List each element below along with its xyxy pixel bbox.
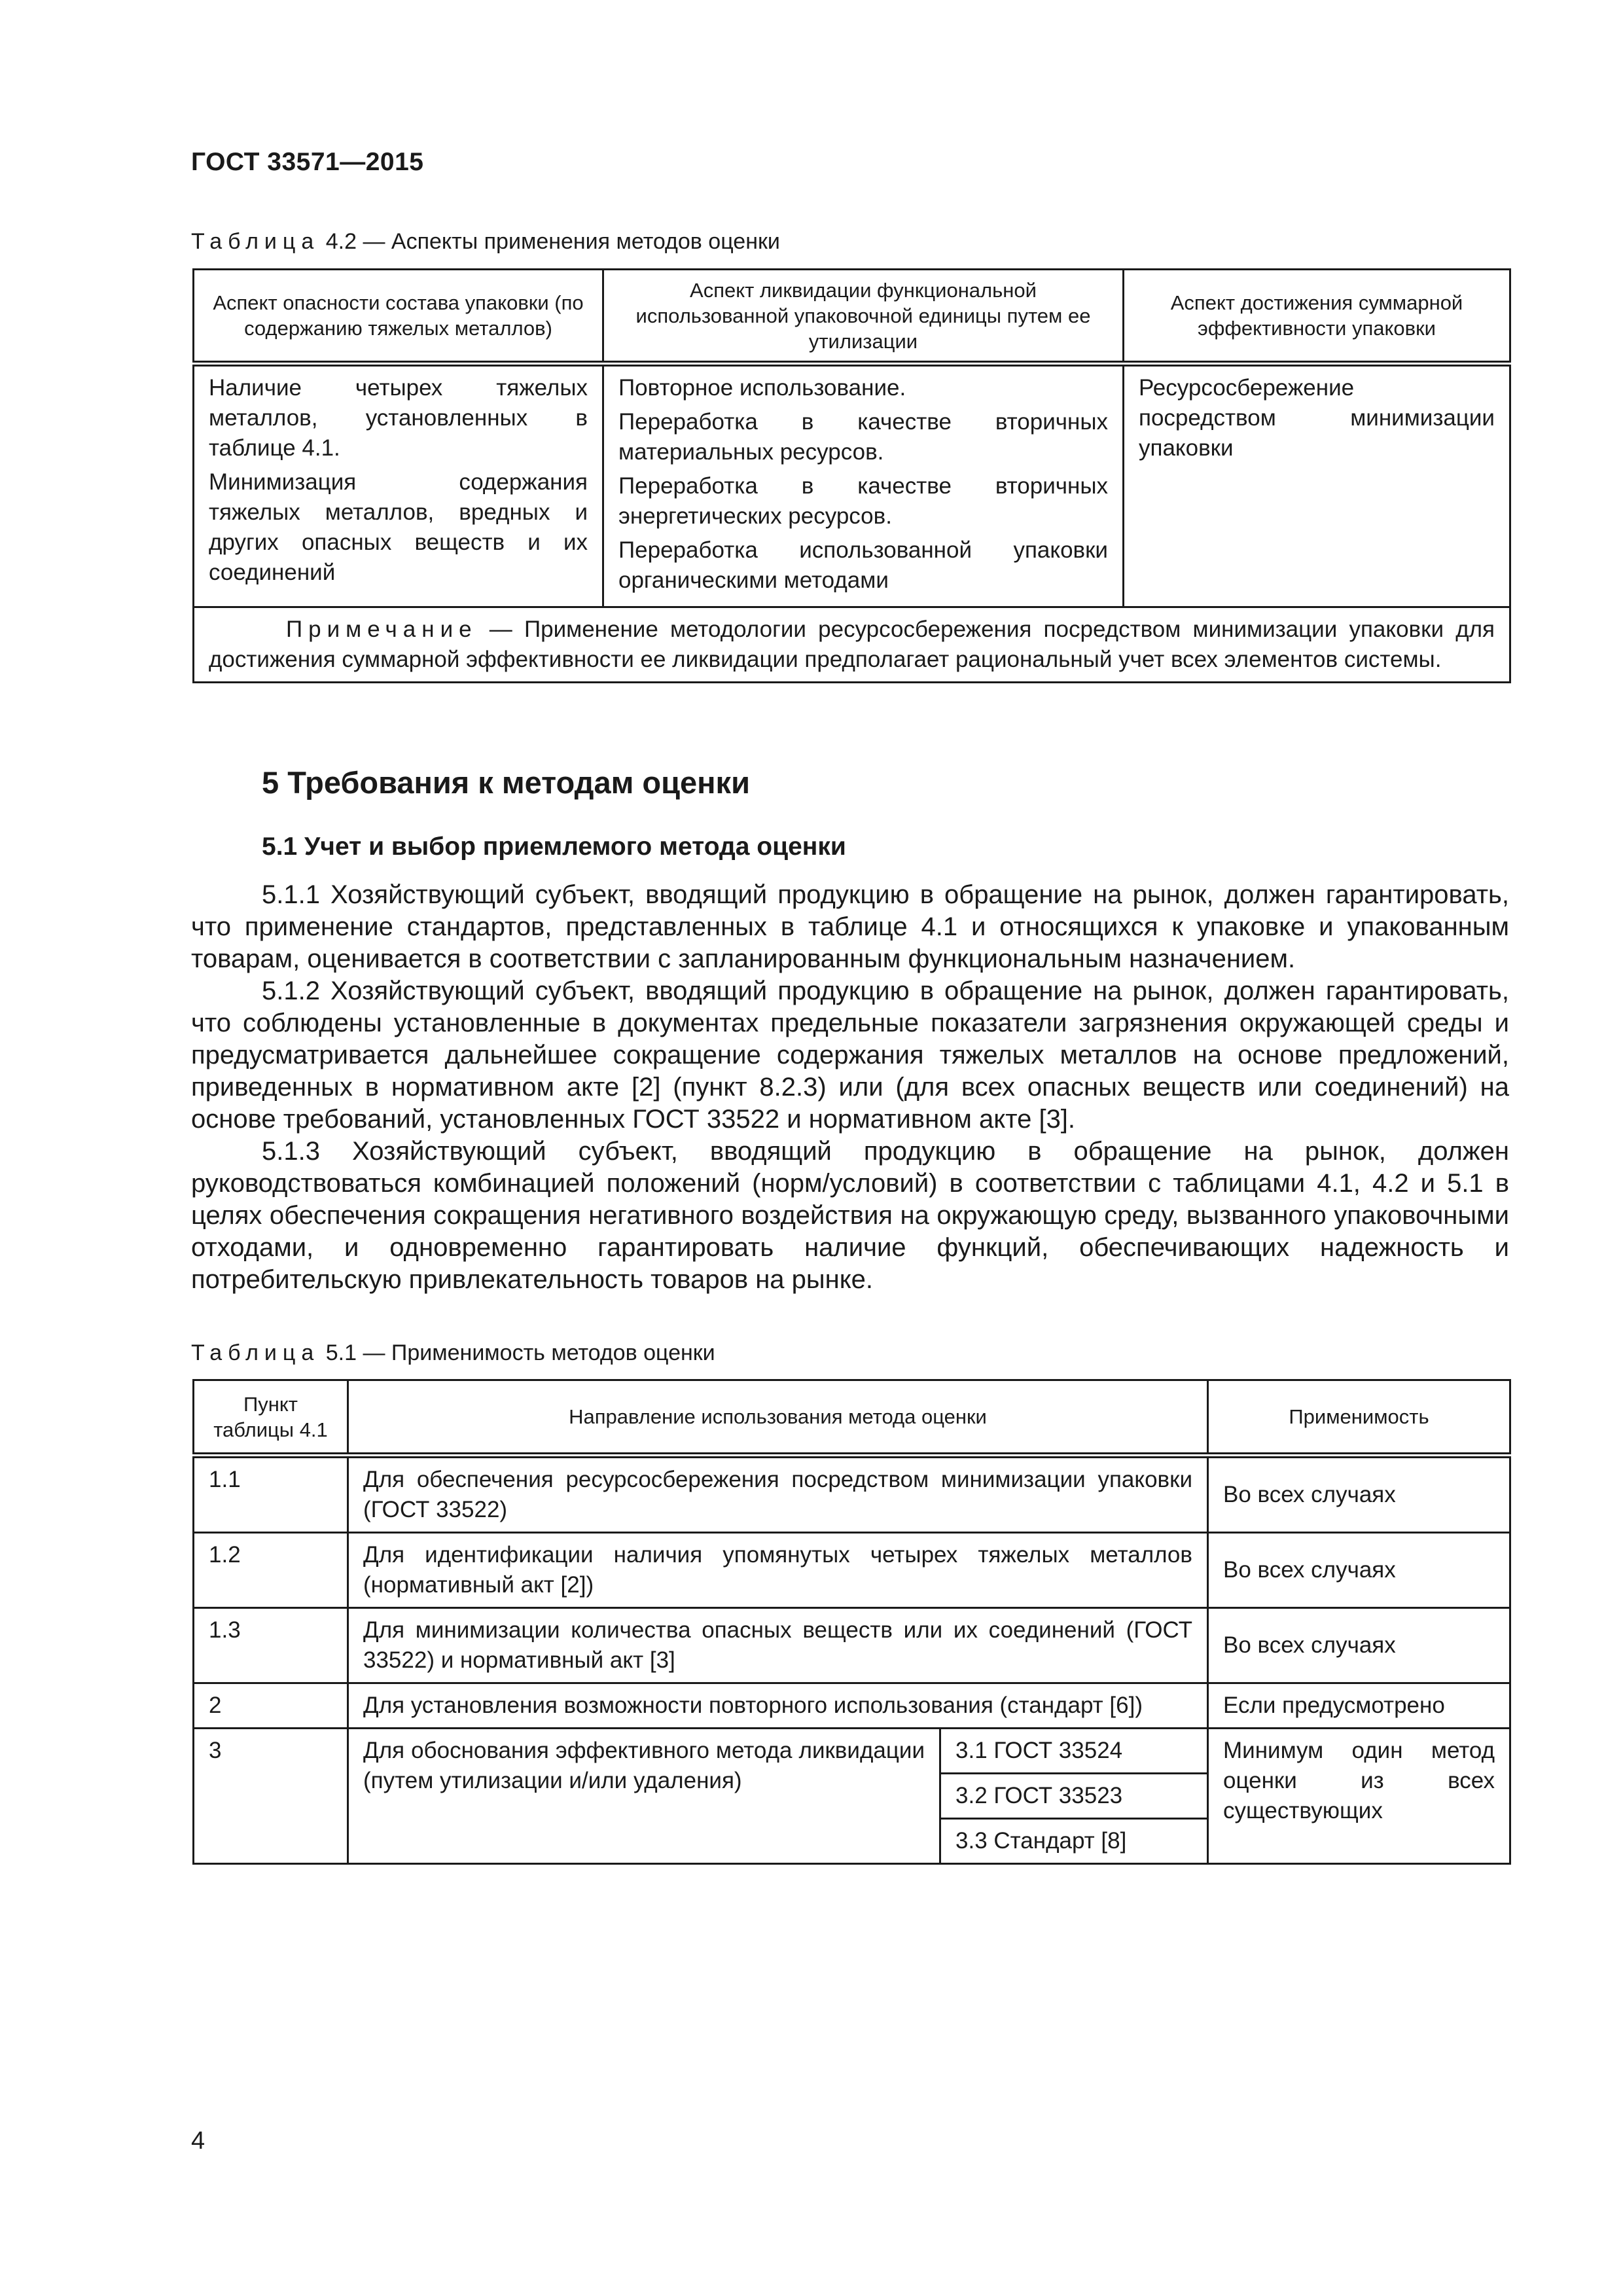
table-5-1-applicability: Минимум один метод оценки из всех существующих [1208,1729,1510,1864]
table-4-2-caption-title: 4.2 — Аспекты применения методов оценки [319,229,780,254]
table-5-1-applicability: Во всех случаях [1208,1533,1510,1608]
table-5-1-direction: Для обоснования эффективного метода ликвидации (путем утилизации и/или удаления) [348,1729,940,1864]
table-4-2-composition-item: Наличие четырех тяжелых металлов, установленных в таблице 4.1. [209,375,588,461]
document-code-header: ГОСТ 33571—2015 [191,148,424,176]
table-5-1-caption-prefix: Таблица [191,1340,320,1365]
table-4-2-liquidation-item: Переработка в качестве вторичных материальных ресурсов. [618,409,1108,465]
table-5-1-item-number: 1.1 [194,1456,348,1533]
table-5-1-direction: Для минимизации количества опасных веществ или их соединений (ГОСТ 33522) и нормативный акт [3] [348,1608,1208,1683]
table-4-2-note-label: Примечание [286,617,478,642]
table-4-2-liquidation-item: Повторное использование. [618,375,906,401]
paragraph-5-1-1 [191,879,1509,975]
table-4-2-note-text: — Применение методологии ресурсосбережения посредством минимизации упаковки для достижения суммарной эффективности ее ликвидации предполагает рациональный учет всех элементов системы. [209,617,1495,672]
table-4-2-header-liquidation: Аспект ликвидации функциональной использованной упаковочной единицы путем ее утилизации [603,270,1124,364]
table-4-2-cell-composition [194,364,603,607]
paragraph-5-1-2 [191,975,1509,1136]
table-5-1-item-number: 2 [194,1683,348,1729]
table-5-1-applicability: Если предусмотрено [1208,1683,1510,1729]
table-4-2-efficiency-item: Ресурсосбережение посредством минимизации упаковки [1139,375,1495,461]
table-5-1-item-number: 1.3 [194,1608,348,1683]
table-4-2-note-row [194,607,1510,683]
table-4-2-header-composition: Аспект опасности состава упаковки (по содержанию тяжелых металлов) [194,270,603,364]
table-row [194,1533,1510,1608]
section-5-title: 5 Требования к методам оценки [262,765,750,800]
section-5-1-title: 5.1 Учет и выбор приемлемого метода оценки [262,833,846,861]
paragraph-5-1-1-text: 5.1.1 Хозяйствующий субъект, вводящий продукцию в обращение на рынок, должен гарантировать, что применение стандартов, представленных в таблице 4.1 и относящихся к упаковке и упакованным товарам, оценивается в соответствии с запланированным функциональным назначением. [191,880,1509,973]
table-4-2-composition-item: Минимизация содержания тяжелых металлов, вредных и других опасных веществ и их соединений [209,469,588,585]
paragraph-5-1-3-text: 5.1.3 Хозяйствующий субъект, вводящий продукцию в обращение на рынок, должен руководствоваться комбинацией положений (норм/условий) в соответствии с таблицами 4.1, 4.2 и 5.1 в целях обеспечения сокращения негативного воздействия на окружающую среду, вызванного упаковочными отходами, и одновременно гарантировать наличие функций, обеспечивающих надежность и потребительскую привлекательность товаров на рынке. [191,1137,1509,1294]
table-4-2 [192,268,1511,683]
table-5-1-item-number: 3 [194,1729,348,1864]
table-4-2-liquidation-item: Переработка в качестве вторичных энергетических ресурсов. [618,473,1108,529]
paragraph-5-1-3 [191,1136,1509,1296]
table-5-1-direction: Для идентификации наличия упомянутых четырех тяжелых металлов (нормативный акт [2]) [348,1533,1208,1608]
table-row [194,1729,1510,1774]
table-5-1-header-direction: Направление использования метода оценки [348,1380,1208,1456]
page-number: 4 [191,2127,205,2155]
table-4-2-caption [191,229,780,255]
table-5-1-caption-title: 5.1 — Применимость методов оценки [319,1340,715,1365]
table-4-2-body-row [194,364,1510,607]
table-4-2-note [194,607,1510,683]
table-row [194,1683,1510,1729]
table-5-1-caption [191,1340,715,1366]
table-4-2-header-row [194,270,1510,364]
table-5-1-applicability: Во всех случаях [1208,1608,1510,1683]
table-5-1-header-row [194,1380,1510,1456]
table-4-2-cell-efficiency [1124,364,1510,607]
paragraph-5-1-2-text: 5.1.2 Хозяйствующий субъект, вводящий продукцию в обращение на рынок, должен гарантировать, что соблюдены установленные в документах предельные показатели загрязнения окружающей среды и предусматривается дальнейшее сокращение содержания тяжелых металлов на основе предложений, приведенных в нормативном акте [2] (пункт 8.2.3) или (для всех опасных веществ или соединений) на основе требований, установленных ГОСТ 33522 и нормативном акте [3]. [191,977,1509,1134]
table-5-1-header-item: Пункт таблицы 4.1 [194,1380,348,1456]
table-5-1-item-number: 1.2 [194,1533,348,1608]
table-5-1-method: 3.3 Стандарт [8] [940,1819,1208,1864]
table-row [194,1608,1510,1683]
table-5-1-direction: Для установления возможности повторного использования (стандарт [6]) [348,1683,1208,1729]
table-5-1-applicability: Во всех случаях [1208,1456,1510,1533]
table-row [194,1456,1510,1533]
table-5-1-method: 3.2 ГОСТ 33523 [940,1774,1208,1819]
table-4-2-liquidation-item: Переработка использованной упаковки органическими методами [618,537,1108,593]
table-4-2-caption-prefix: Таблица [191,229,320,254]
table-4-2-header-efficiency: Аспект достижения суммарной эффективности упаковки [1124,270,1510,364]
table-4-2-cell-liquidation [603,364,1124,607]
table-5-1-direction: Для обеспечения ресурсосбережения посредством минимизации упаковки (ГОСТ 33522) [348,1456,1208,1533]
table-5-1-header-applicability: Применимость [1208,1380,1510,1456]
table-5-1-method: 3.1 ГОСТ 33524 [940,1729,1208,1774]
table-5-1 [192,1379,1511,1865]
